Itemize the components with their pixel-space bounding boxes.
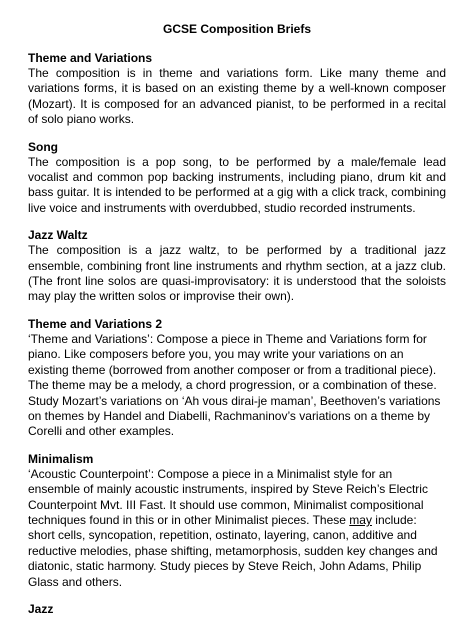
section-song xyxy=(28,140,446,217)
body-text: include: short cells, syncopation, repetition, ostinato, layering, canon, additive and reductive melodies, phase shifting, metamorphosis, sudden key changes and diatonic, static harmony. Study pieces by Steve Reich, John Adams, Philip Glass and others. xyxy=(28,512,438,589)
section-theme-and-variations-2 xyxy=(28,317,446,440)
section-heading: Jazz Waltz xyxy=(28,228,88,243)
section-body: The composition is a jazz waltz, to be performed by a traditional jazz ensemble, combining front line instruments and rhythm section, at a jazz club. (The front line solos are quasi-improvisatory: it is understood that the soloists may play the written solos or improvise their own). xyxy=(28,243,446,304)
section-body xyxy=(28,467,446,590)
section-jazz-waltz xyxy=(28,228,446,305)
section-theme-and-variations xyxy=(28,51,446,128)
section-body: The composition is in theme and variations form. Like many theme and variations forms, it is based on an existing theme by a well-known composer (Mozart). It is composed for an advanced pianist, to be performed in a recital of solo piano works. xyxy=(28,66,446,127)
section-heading: Theme and Variations xyxy=(28,51,153,65)
section-minimalism xyxy=(28,452,446,590)
section-heading: Theme and Variations 2 xyxy=(28,316,163,331)
body-text: ‘Acoustic Counterpoint’: Compose a piece in a Minimalist style for an ensemble of mainly acoustic instruments, inspired by Steve Reich’s Electric Counterpoint Mvt. III Fast. It should use common, Minimalist compositional techniques found in this or in other Minimalist pieces. These xyxy=(28,466,428,527)
document-title: GCSE Composition Briefs xyxy=(162,22,311,36)
section-body: The composition is a pop song, to be performed by a male/female lead vocalist and common pop backing instruments, including piano, drum kit and bass guitar. It is intended to be performed at a gig with a click track, combining live voice and instruments with overdubbed, studio recorded instruments. xyxy=(28,154,446,215)
underlined-word: may xyxy=(349,512,372,527)
section-heading: Minimalism xyxy=(28,451,94,466)
section-jazz xyxy=(28,602,446,617)
section-heading: Song xyxy=(28,139,58,154)
section-heading: Jazz xyxy=(28,601,54,616)
section-body: ‘Theme and Variations’: Compose a piece in Theme and Variations form for piano. Like composers before you, you may write your variations on an existing theme (borrowed from another composer or from a traditional piece). The theme may be a melody, a chord progression, or a combination of these. Study Mozart’s variations on ‘Ah vous dirai-je maman’, Beethoven’s variations on themes by Handel and Diabelli, Rachmaninov’s variations on a theme by Corelli and other examples. xyxy=(28,331,441,439)
